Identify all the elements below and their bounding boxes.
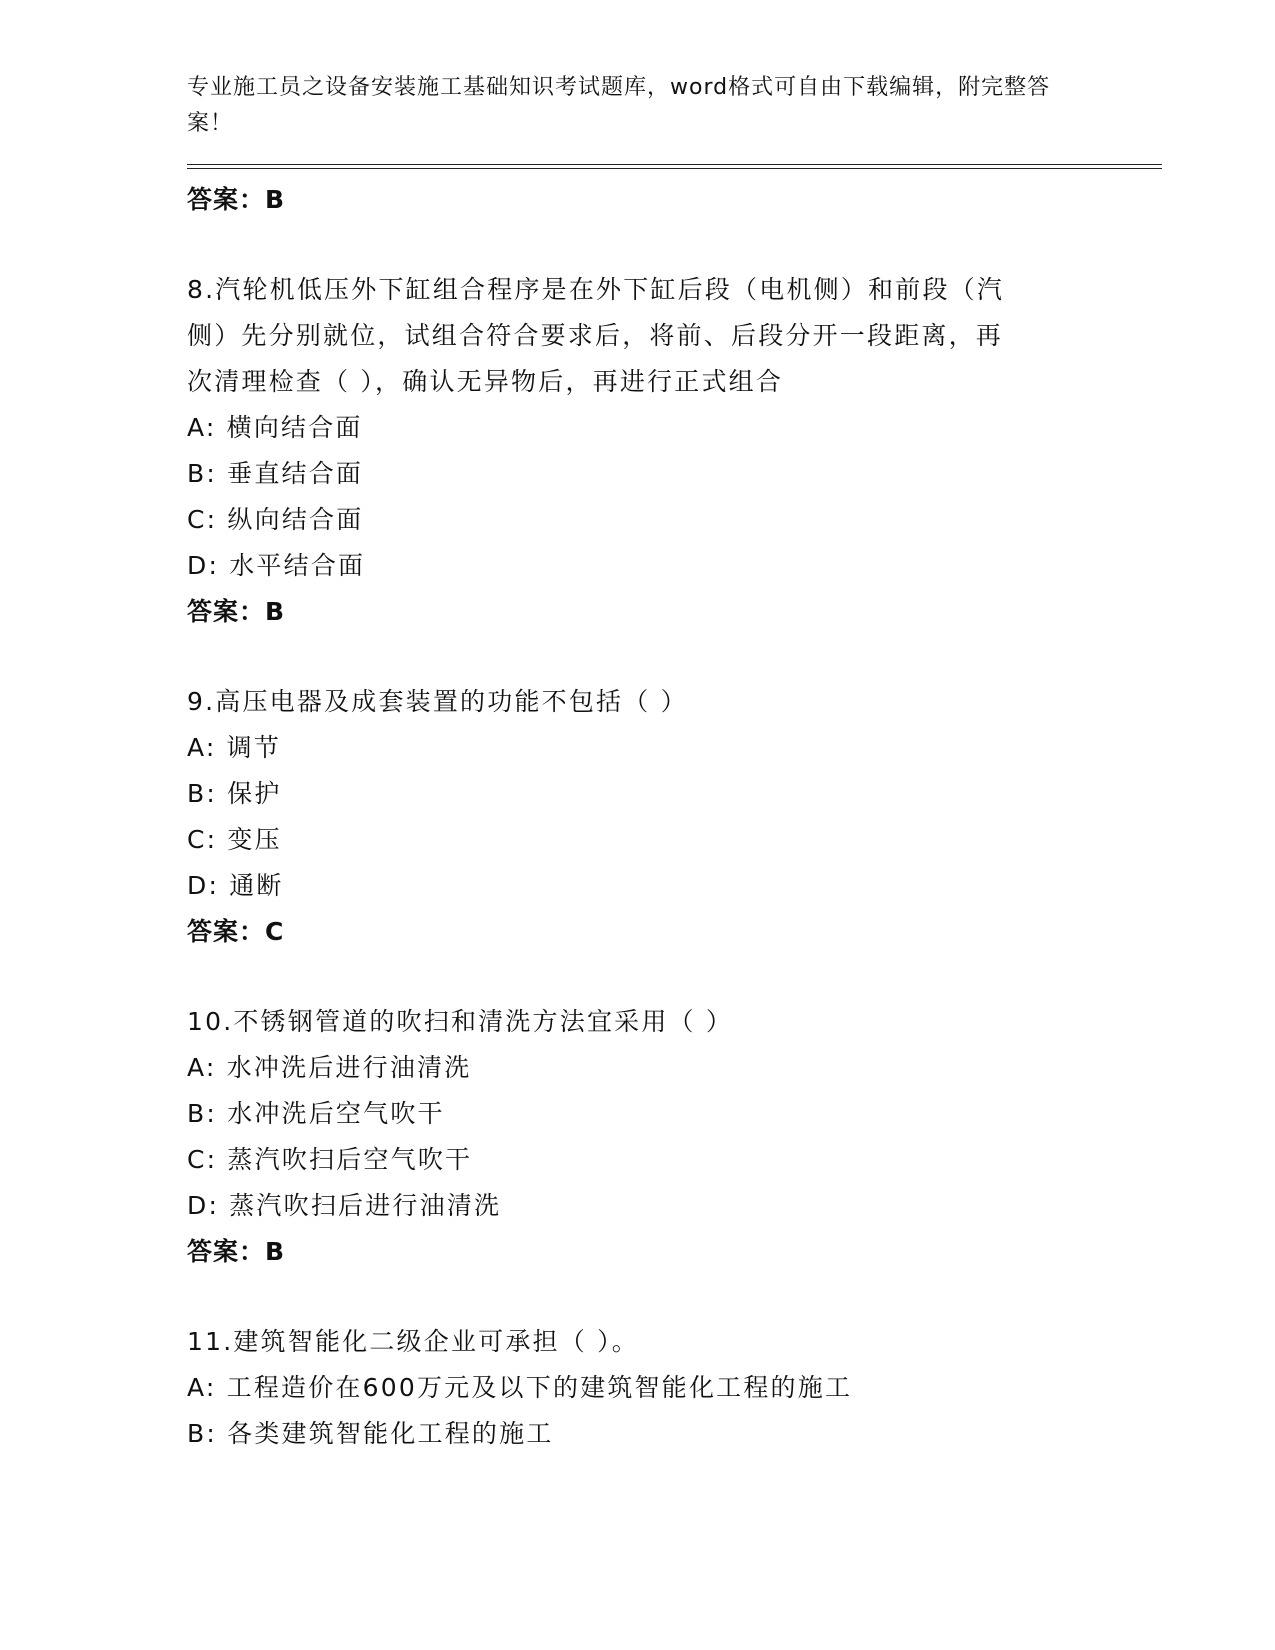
question-8-stem-line-3: 次清理检查（ ），确认无异物后，再进行正式组合 <box>187 367 784 396</box>
question-10-option-c: C: 蒸汽吹扫后空气吹干 <box>187 1145 473 1174</box>
question-9-stem: 9.高压电器及成套装置的功能不包括（ ） <box>187 687 688 716</box>
question-8-answer: 答案：B <box>187 597 286 626</box>
question-8-option-b: B: 垂直结合面 <box>187 459 364 488</box>
document-header: 专业施工员之设备安装施工基础知识考试题库，word格式可自由下载编辑，附完整答案！ <box>187 75 1051 136</box>
question-9-option-b: B: 保护 <box>187 779 282 808</box>
question-11-stem: 11.建筑智能化二级企业可承担（ ）。 <box>187 1327 640 1356</box>
answer-previous-question: 答案：B <box>187 185 286 214</box>
question-8-option-d: D: 水平结合面 <box>187 551 366 580</box>
question-8-option-c: C: 纵向结合面 <box>187 505 364 534</box>
question-9-answer: 答案：C <box>187 917 285 946</box>
divider-line-top <box>187 164 1162 165</box>
question-10-option-b: B: 水冲洗后空气吹干 <box>187 1099 445 1128</box>
divider-line-bottom <box>187 168 1162 169</box>
question-9-option-a: A: 调节 <box>187 733 282 762</box>
document-page <box>187 70 1162 1457</box>
question-11-option-b: B: 各类建筑智能化工程的施工 <box>187 1419 554 1448</box>
question-9 <box>187 679 1162 955</box>
header-divider <box>187 164 1162 169</box>
question-8-stem-line-2: 侧）先分别就位，试组合符合要求后，将前、后段分开一段距离，再 <box>187 321 1004 350</box>
question-11-option-a: A: 工程造价在600万元及以下的建筑智能化工程的施工 <box>187 1373 853 1402</box>
question-8-stem-line-1: 8.汽轮机低压外下缸组合程序是在外下缸后段（电机侧）和前段（汽 <box>187 275 1005 304</box>
question-9-option-c: C: 变压 <box>187 825 282 854</box>
question-10-option-a: A: 水冲洗后进行油清洗 <box>187 1053 472 1082</box>
question-10-option-d: D: 蒸汽吹扫后进行油清洗 <box>187 1191 502 1220</box>
question-11 <box>187 1319 1162 1457</box>
question-8-option-a: A: 横向结合面 <box>187 413 363 442</box>
question-9-option-d: D: 通断 <box>187 871 284 900</box>
question-10-answer: 答案：B <box>187 1237 286 1266</box>
question-10 <box>187 999 1162 1275</box>
question-8 <box>187 267 1162 635</box>
question-10-stem: 10.不锈钢管道的吹扫和清洗方法宜采用（ ） <box>187 1007 734 1036</box>
